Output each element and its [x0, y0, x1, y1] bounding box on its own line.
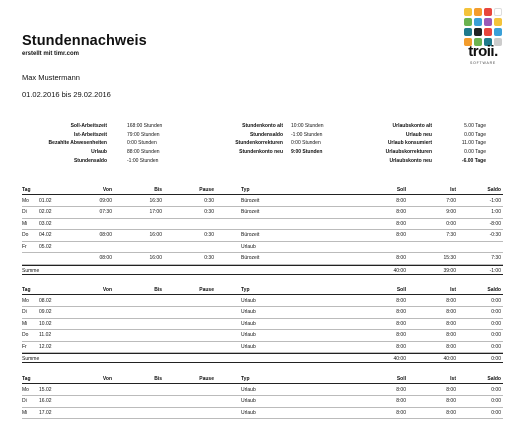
cell-date: 17.02 — [39, 409, 52, 416]
cell-pause: 0:30 — [204, 197, 214, 204]
table-row — [22, 242, 503, 254]
cell-ist: 7:00 — [446, 197, 456, 204]
cell-ist: 8:00 — [446, 386, 456, 393]
troii-logo — [462, 8, 502, 68]
cell-weekday: Mi — [22, 409, 28, 416]
cell-ist: 8:00 — [446, 320, 456, 327]
cell-typ: Bürozeit — [241, 209, 260, 215]
summary-label: Stundenkonto alt — [242, 123, 283, 129]
column-header-saldo: Saldo — [487, 376, 501, 382]
cell-von: 08:00 — [99, 232, 112, 238]
summary-value: 0.00 Tage — [464, 131, 486, 138]
cell-weekday: Di — [22, 398, 27, 404]
employee-name: Max Mustermann — [22, 73, 80, 82]
cell-saldo: 0:00 — [491, 297, 501, 304]
table-row — [22, 330, 503, 342]
column-header-soll: Soll — [396, 287, 406, 293]
cell-saldo: 0:00 — [491, 409, 501, 416]
cell-von: 08:00 — [99, 255, 112, 261]
cell-ist: 7:30 — [446, 232, 456, 238]
column-header-ist: Ist — [450, 187, 456, 193]
cell-date: 16.02 — [39, 398, 52, 404]
column-header-tag: Tag — [22, 287, 31, 293]
logo-square — [464, 18, 472, 26]
logo-sub: SOFTWARE — [469, 61, 497, 65]
column-header-tag: Tag — [22, 187, 31, 193]
cell-weekday: Di — [22, 309, 27, 315]
summary-label: Soll-Arbeitszeit — [70, 123, 107, 129]
column-header-soll: Soll — [396, 187, 406, 193]
cell-weekday: Di — [22, 209, 27, 215]
cell-sum-saldo: -1:00 — [489, 267, 501, 274]
summary-value: 9:00 Stunden — [291, 149, 323, 156]
page-title: Stundennachweis — [22, 33, 147, 49]
summary-label: Urlaub konsumiert — [387, 140, 432, 147]
cell-ist: 8:00 — [446, 309, 456, 315]
cell-saldo: 0:00 — [491, 309, 501, 315]
cell-ist: 15:30 — [443, 255, 456, 261]
table-sum-row — [22, 265, 503, 275]
cell-weekday: Mo — [22, 197, 29, 204]
summary-label: Ist-Arbeitszeit — [73, 131, 107, 138]
column-header-soll: Soll — [396, 376, 406, 382]
cell-date: 03.02 — [39, 220, 52, 227]
cell-weekday: Mo — [22, 386, 29, 393]
table-row — [22, 253, 503, 265]
cell-soll: 8:00 — [396, 343, 406, 350]
cell-bis: 16:30 — [149, 197, 162, 204]
cell-typ: Urlaub — [241, 297, 256, 304]
cell-soll: 8:00 — [396, 197, 406, 204]
logo-square — [484, 28, 492, 36]
cell-sum-soll: 40:00 — [393, 267, 406, 274]
cell-von: 09:00 — [99, 197, 112, 204]
table-row — [22, 207, 503, 219]
cell-bis: 16:00 — [149, 232, 162, 238]
cell-date: 02.02 — [39, 209, 52, 215]
summary-label: Stundensaldo — [249, 131, 283, 138]
summary-value: -1:00 Stunden — [291, 131, 323, 138]
cell-ist: 8:00 — [446, 332, 456, 338]
column-header-typ: Typ — [241, 376, 250, 382]
cell-saldo: 0:00 — [491, 343, 501, 350]
cell-ist: 0:00 — [446, 220, 456, 227]
cell-saldo: 0:00 — [491, 386, 501, 393]
cell-soll: 8:00 — [396, 332, 406, 338]
cell-date: 11.02 — [39, 332, 52, 338]
cell-saldo: 0:00 — [491, 398, 501, 404]
logo-word: troii. — [468, 43, 498, 60]
cell-sum-label: Summe — [22, 267, 40, 274]
cell-typ: Urlaub — [241, 243, 256, 250]
table-header — [22, 285, 503, 295]
summary-label: Urlaubskonto neu — [389, 157, 432, 164]
cell-weekday: Mi — [22, 220, 28, 227]
cell-soll: 8:00 — [396, 309, 406, 315]
table-row — [22, 307, 503, 319]
summary-value: 11.00 Tage — [461, 140, 486, 147]
cell-soll: 8:00 — [396, 255, 406, 261]
column-header-typ: Typ — [241, 187, 250, 193]
cell-typ: Urlaub — [241, 398, 256, 404]
cell-date: 15.02 — [39, 386, 52, 393]
report-period: 01.02.2016 bis 29.02.2016 — [22, 90, 111, 99]
table-row — [22, 342, 503, 354]
column-header-von: Von — [102, 376, 112, 382]
summary-label: Stundenkonto neu — [239, 149, 283, 156]
cell-date: 05.02 — [39, 243, 52, 250]
cell-saldo: -8:00 — [489, 220, 501, 227]
cell-soll: 8:00 — [396, 320, 406, 327]
cell-date: 12.02 — [39, 343, 52, 350]
summary-value: 79:00 Stunden — [127, 131, 160, 138]
table-header — [22, 185, 503, 195]
summary-value: 0:00 Stunden — [127, 140, 157, 147]
cell-sum-label: Summe — [22, 356, 40, 362]
cell-saldo: -0:30 — [489, 232, 501, 238]
cell-typ: Urlaub — [241, 409, 256, 416]
summary-label: Bezahlte Abwesenheiten — [48, 140, 107, 147]
summary-label: Stundenkorrekturen — [235, 140, 283, 147]
column-header-ist: Ist — [450, 287, 456, 293]
table-header — [22, 374, 503, 384]
cell-typ: Urlaub — [241, 309, 256, 315]
cell-date: 01.02 — [39, 197, 52, 204]
table-row — [22, 219, 503, 231]
cell-typ: Bürozeit — [241, 197, 260, 204]
table-row — [22, 196, 503, 208]
cell-soll: 8:00 — [396, 220, 406, 227]
table-row — [22, 230, 503, 242]
cell-weekday: Do — [22, 232, 29, 238]
logo-square — [484, 8, 492, 16]
summary-label: Urlaub neu — [405, 131, 432, 138]
summary-label: Urlaubskonto alt — [392, 123, 432, 129]
logo-square — [494, 8, 502, 16]
summary-label: Urlaub — [91, 149, 107, 156]
cell-saldo: 0:00 — [491, 320, 501, 327]
page-subtitle: erstellt mit timr.com — [22, 51, 80, 57]
column-header-pause: Pause — [199, 187, 214, 193]
logo-square — [464, 28, 472, 36]
cell-sum-ist: 40:00 — [443, 356, 456, 362]
column-header-bis: Bis — [154, 187, 162, 193]
summary-value: -1:00 Stunden — [127, 157, 159, 164]
logo-square — [484, 18, 492, 26]
cell-bis: 17:00 — [149, 209, 162, 215]
cell-weekday: Fr — [22, 243, 27, 250]
logo-square — [474, 18, 482, 26]
logo-square — [494, 18, 502, 26]
column-header-tag: Tag — [22, 376, 31, 382]
logo-square — [474, 8, 482, 16]
summary-value: 10:00 Stunden — [291, 123, 324, 129]
table-row — [22, 408, 503, 420]
summary-value: 5.00 Tage — [464, 123, 486, 129]
column-header-typ: Typ — [241, 287, 250, 293]
column-header-pause: Pause — [199, 376, 214, 382]
summary-value: 0.00 Tage — [464, 149, 486, 156]
cell-ist: 8:00 — [446, 409, 456, 416]
cell-soll: 8:00 — [396, 232, 406, 238]
cell-date: 08.02 — [39, 297, 52, 304]
cell-date: 09.02 — [39, 309, 52, 315]
cell-typ: Bürozeit — [241, 255, 260, 261]
column-header-bis: Bis — [154, 376, 162, 382]
cell-soll: 8:00 — [396, 398, 406, 404]
cell-pause: 0:30 — [204, 232, 214, 238]
cell-ist: 8:00 — [446, 343, 456, 350]
cell-soll: 8:00 — [396, 297, 406, 304]
cell-typ: Urlaub — [241, 343, 256, 350]
column-header-von: Von — [102, 187, 112, 193]
logo-square — [474, 28, 482, 36]
cell-pause: 0:30 — [204, 209, 214, 215]
column-header-saldo: Saldo — [487, 187, 501, 193]
cell-sum-ist: 39:00 — [443, 267, 456, 274]
column-header-pause: Pause — [199, 287, 214, 293]
cell-soll: 8:00 — [396, 386, 406, 393]
cell-sum-saldo: 0:00 — [491, 356, 501, 362]
column-header-von: Von — [102, 287, 112, 293]
cell-typ: Bürozeit — [241, 232, 260, 238]
logo-square — [494, 28, 502, 36]
cell-weekday: Mi — [22, 320, 28, 327]
table-sum-row — [22, 353, 503, 363]
cell-pause: 0:30 — [204, 255, 214, 261]
cell-typ: Urlaub — [241, 332, 256, 338]
summary-label: Urlaubskorrekturen — [385, 149, 432, 156]
cell-sum-soll: 40:00 — [393, 356, 406, 362]
cell-date: 04.02 — [39, 232, 52, 238]
cell-ist: 8:00 — [446, 297, 456, 304]
cell-saldo: 1:00 — [491, 209, 501, 215]
cell-von: 07:30 — [99, 209, 112, 215]
cell-saldo: 7:30 — [491, 255, 501, 261]
cell-date: 10.02 — [39, 320, 52, 327]
table-row — [22, 385, 503, 397]
cell-soll: 8:00 — [396, 209, 406, 215]
cell-typ: Urlaub — [241, 320, 256, 327]
cell-weekday: Fr — [22, 343, 27, 350]
logo-grid-icon — [464, 8, 502, 46]
table-row — [22, 296, 503, 308]
table-row — [22, 319, 503, 331]
cell-weekday: Mo — [22, 297, 29, 304]
summary-value: -6.00 Tage — [461, 157, 486, 164]
summary-label: Stundensaldo — [73, 157, 107, 164]
logo-square — [464, 8, 472, 16]
cell-typ: Urlaub — [241, 386, 256, 393]
cell-soll: 8:00 — [396, 409, 406, 416]
cell-saldo: -1:00 — [489, 197, 501, 204]
cell-saldo: 0:00 — [491, 332, 501, 338]
cell-bis: 16:00 — [149, 255, 162, 261]
column-header-saldo: Saldo — [487, 287, 501, 293]
cell-ist: 8:00 — [446, 398, 456, 404]
table-row — [22, 396, 503, 408]
summary-value: 0:00 Stunden — [291, 140, 321, 147]
cell-ist: 9:00 — [446, 209, 456, 215]
cell-weekday: Do — [22, 332, 29, 338]
summary-value: 88:00 Stunden — [127, 149, 160, 156]
column-header-bis: Bis — [154, 287, 162, 293]
summary-value: 168:00 Stunden — [127, 123, 163, 129]
column-header-ist: Ist — [450, 376, 456, 382]
